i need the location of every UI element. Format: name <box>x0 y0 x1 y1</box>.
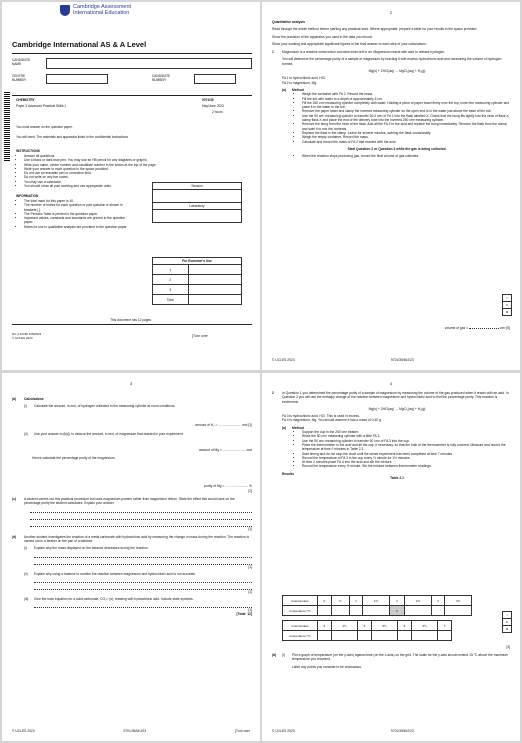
question-text: Plot a graph of temperature (on the y-axis) against time (on the x-axis) on the grid. The scale for the y-axis should extend 15 °C above the maximum temperature you recorded. <box>292 653 509 662</box>
page-4 <box>262 373 520 741</box>
time-cell: 3½ <box>445 596 472 606</box>
method-step: • Start timing and do not stop the clock until the whole experiment has been completed at time 7 minutes. <box>302 452 512 456</box>
mark: [1] <box>248 589 252 594</box>
examiner-mark-cell <box>188 265 241 275</box>
examiner-mark-cell <box>188 285 241 295</box>
session-field[interactable] <box>153 190 242 203</box>
method-steps <box>282 92 512 144</box>
time-cell: 5 <box>358 621 372 631</box>
examiner-row-label: 3 <box>153 285 189 295</box>
footer-mid: 9701/35/M/J/23 <box>390 729 414 733</box>
question-text: Give the ionic equation for a solid carbonate, CO₃²⁻(s), reacting with hydrochloric acid. Include state symbols. <box>34 596 194 601</box>
turn-over: [Turn over <box>192 334 208 338</box>
instruction-item: • Answer all questions. <box>24 154 259 158</box>
pages-note: This document has 12 pages. <box>110 318 152 322</box>
answer-line[interactable] <box>34 601 252 608</box>
method-step: • Remove the bung from the neck of the flask. Add all the FA 2 to the acid and replace the bung immediately. Remove the flask from the clamp and swirl it to mix the contents. <box>302 122 512 131</box>
instruction-item: • Do not use an erasable pen or correction fluid. <box>24 171 259 175</box>
start-note: Start Question 2 or Question 3 while the gas is being collected. <box>347 146 447 151</box>
session-date: May/June 2023 <box>202 104 224 108</box>
logo-line1: Cambridge Assessment <box>73 4 132 10</box>
method-step: • Fill the 250 cm³ measuring cylinder completely with water. Holding a piece of paper towel firmly over the top, invert the measuring cylinder and place it in the water in the tub. <box>302 101 512 110</box>
information-item: • The number of marks for each question or part question is shown in brackets [ ]. <box>24 203 134 212</box>
method-step: • Replace the flask in the clamp. Leave for several minutes, swirling the flask occasionally. <box>302 131 512 135</box>
temperature-cell[interactable] <box>363 606 389 616</box>
mg-amount-answer[interactable]: amount of Mg = ......................... mol <box>198 447 252 452</box>
part-label: (b) <box>12 397 17 401</box>
method-step: • Weigh the empty container. Record the mass. <box>302 135 512 139</box>
volume-input[interactable] <box>469 328 499 329</box>
time-cell: 7 <box>438 621 452 631</box>
question-text: Explain why the mass displayed on the balance decreases during the reaction. <box>34 546 149 551</box>
temperature-cell[interactable] <box>371 631 397 641</box>
footer-left: DC (LK/CB) 315066/3 © UCLES 2023 <box>12 332 42 340</box>
mark-box <box>502 294 512 316</box>
footer-left: © UCLES 2023 <box>272 729 295 733</box>
question-text: Another student investigates the reaction of a metal carbonate with hydrochloric acid by measuring the change in mass during the reaction. The reaction is carried out in a beaker on the pan of a balance. <box>24 534 249 544</box>
calculations-heading: Calculations <box>24 397 44 401</box>
duration: 2 hours <box>212 110 223 114</box>
examiner-mark-cell <box>188 295 241 305</box>
examiner-row-label: 1 <box>153 265 189 275</box>
temperature-cell[interactable] <box>318 606 332 616</box>
time-cell: 4 <box>318 621 332 631</box>
time-cell: 1½ <box>363 596 389 606</box>
time-cell: 2 <box>389 596 404 606</box>
table-title: Table 2.1 <box>390 476 404 481</box>
footer-left: © UCLES 2023 <box>12 729 35 733</box>
method-step: • Record the temperature of FA 3 in the cup every ½ minute for 1½ minutes. <box>302 456 512 460</box>
method-step: • At time 2 minutes place FA 4 into the acid and stir the mixture. <box>302 460 512 464</box>
mark: [1] <box>248 526 252 531</box>
page-2 <box>262 2 520 370</box>
time-header: time/minutes <box>283 596 318 606</box>
time-cell: 3 <box>431 596 445 606</box>
mark-label: I <box>503 612 512 619</box>
time-cell: 0 <box>318 596 332 606</box>
volume-answer <box>445 326 510 331</box>
instruction-item: • You should show all your working and use appropriate units. <box>24 184 259 188</box>
answer-line[interactable] <box>30 506 252 513</box>
footer <box>272 729 510 733</box>
candidate-number-field[interactable] <box>194 74 236 84</box>
intro-text: Read through the whole method before starting any practical work. Where appropriate, prepare a table for your results in the space provided. <box>272 27 478 32</box>
examiner-use-table <box>152 257 242 305</box>
question-number: 1 <box>272 50 274 55</box>
mark: [2] <box>248 489 252 494</box>
equation: Mg(s) + 2HCl(aq) → MgCl₂(aq) + H₂(g) <box>368 69 426 74</box>
temperature-cell[interactable] <box>318 631 332 641</box>
mark: [3] <box>506 645 510 649</box>
examiner-row-label: Total <box>153 295 189 305</box>
method-heading: Method <box>292 87 304 92</box>
examiner-heading: For Examiner's Use <box>153 258 242 265</box>
divider <box>12 324 252 325</box>
temperature-cell[interactable] <box>411 631 437 641</box>
barcode-icon <box>4 92 10 162</box>
method-step: • Rinse the 50 cm³ measuring cylinder with a little FA 3. <box>302 434 512 438</box>
crest-icon <box>60 5 70 16</box>
mark: [1] <box>248 564 252 569</box>
part-label: (a) <box>282 425 287 430</box>
method-step: • Use the 50 cm³ measuring cylinder to transfer 50 cm³ of FA 3 into the cup. <box>302 439 512 443</box>
equation: Mg(s) + 2HCl(aq) → MgCl₂(aq) + H₂(g) <box>368 406 426 411</box>
page-title: Cambridge International AS & A Level <box>12 40 147 49</box>
time-cell: 6½ <box>411 621 437 631</box>
time-header: time/minutes <box>283 621 318 631</box>
volume-unit: cm³ [5] <box>499 326 510 330</box>
instructions-heading: INSTRUCTIONS <box>16 149 40 153</box>
fa2-text: FA 2 is magnesium, Mg. <box>282 80 318 85</box>
candidate-number-label: CANDIDATE NUMBER <box>152 74 171 82</box>
information-list <box>8 199 134 229</box>
instruction-item: • You may use a calculator. <box>24 180 259 184</box>
part-label: (i) <box>24 404 27 409</box>
intro-text: Show the precision of the apparatus you used in the data you record. <box>272 34 373 39</box>
purity-answer[interactable]: purity of Mg = ......................... % <box>204 484 252 489</box>
mark-box <box>502 611 512 633</box>
paper-code: 9701/35 <box>202 98 214 102</box>
divider <box>12 53 252 54</box>
method-steps <box>282 430 512 469</box>
time-cell: 5½ <box>371 621 397 631</box>
need-note: You will need: The materials and apparatus listed in the confidential instructions <box>16 135 128 139</box>
temperature-header: temperature /°C <box>283 631 318 641</box>
examiner-row-label: 2 <box>153 275 189 285</box>
session-box <box>152 182 242 223</box>
temperature-cell[interactable] <box>331 606 349 616</box>
method-step: • Place the thermometer in the acid and tilt the cup, if necessary, so that the bulb of the thermometer is fully covered. Measure and record the temperature at time 0 minutes in Table 2.1. <box>302 443 512 452</box>
intro-text: Show your working and appropriate significant figures in the final answer to each step of your calculations. <box>272 41 427 46</box>
footer <box>272 358 510 362</box>
laboratory-label: Laboratory <box>153 203 242 210</box>
answer-line[interactable] <box>34 558 252 565</box>
information-item: • The total mark for this paper is 40. <box>24 199 134 203</box>
question-text: You will determine the percentage purity of a sample of magnesium by reacting it with excess hydrochloric acid and measuring the volume of hydrogen formed. <box>282 57 502 66</box>
temperature-cell[interactable] <box>445 606 472 616</box>
part-label: (ii) <box>24 571 28 576</box>
logo-line2: International Education <box>73 10 130 16</box>
section-heading: Quantitative analysis <box>272 20 305 24</box>
information-heading: INFORMATION <box>16 194 39 198</box>
temperature-cell[interactable] <box>405 606 431 616</box>
information-item: • Important values, constants and standards are printed in the question paper. <box>24 216 134 225</box>
laboratory-field[interactable] <box>153 210 242 223</box>
instruction-item: • Write your name, centre number and candidate number in the boxes at the top of the page. <box>24 163 259 167</box>
page-number: 2 <box>389 10 393 15</box>
examiner-mark-cell <box>188 275 241 285</box>
temperature-cell[interactable] <box>398 631 412 641</box>
part-label: (b) <box>272 653 277 657</box>
time-cell: 4½ <box>331 621 357 631</box>
centre-number-field[interactable] <box>46 74 108 84</box>
method-step: • Fill the tub with water to a depth of approximately 5 cm. <box>302 97 512 101</box>
temperature-cell[interactable] <box>358 631 372 641</box>
method-step: • Calculate and record the mass of FA 2 that reacted with the acid. <box>302 140 512 144</box>
part-label: (c) <box>12 497 17 502</box>
question-text: Label any points you consider to be anomalous. <box>292 664 362 669</box>
answer-note: You must answer on the question paper. <box>16 125 73 129</box>
instruction-item: • Write your answer to each question in the space provided. <box>24 167 259 171</box>
divider <box>12 95 252 96</box>
method-step: • Support the cup in the 250 cm³ beaker. <box>302 430 512 434</box>
method-heading: Method <box>292 425 304 430</box>
question-text: Use your answer to (b)(i) to deduce the amount, in mol, of magnesium that reacted in your experiment. <box>34 431 184 436</box>
instruction-item: • Do not write on any bar codes. <box>24 175 259 179</box>
question-text: A student carries out this practical procedure but uses magnesium powder rather than magnesium ribbon. State the effect this would have on the percentage purity the student calculates. Explain your answer. <box>24 497 235 506</box>
page-number: 3 <box>129 381 133 386</box>
temperature-cell[interactable] <box>431 606 445 616</box>
footer <box>12 729 250 733</box>
part-label: (i) <box>282 653 285 657</box>
subject: CHEMISTRY <box>16 98 35 102</box>
answer-line[interactable] <box>30 513 252 520</box>
part-label: (iii) <box>24 596 29 601</box>
method-step: • Record the temperature every ½ minute. Stir the mixture between thermometer readings. <box>302 464 512 468</box>
fa4-text: FA 4 is magnesium, Mg. You should assume it has a mass of 0.40 g. <box>282 418 382 423</box>
mark-label: III <box>503 309 512 316</box>
results-table-row2 <box>282 620 452 641</box>
footer-mid: 9701/35/M/J/23 <box>390 358 414 362</box>
fa1-text: FA 1 is hydrochloric acid, HCl. <box>282 76 326 81</box>
time-cell: 6 <box>398 621 412 631</box>
time-cell: ½ <box>331 596 349 606</box>
method-step: • Remove the paper towel and clamp the inverted measuring cylinder so the open end is in the water just above the base of the tub. <box>302 109 512 113</box>
question-text: In Question 1 you determined the percentage purity of a sample of magnesium by measuring the volume of the gas produced when it reacts with an acid. In Question 2 you will use the enthalpy change of the reaction between magnesium and hydrochloric acid to find the percentage purity. This reaction is exothermic. <box>282 391 509 404</box>
part-label: (d) <box>12 534 17 539</box>
cambridge-logo <box>60 4 131 16</box>
page-3 <box>2 373 260 741</box>
question-text: Calculate the amount, in mol, of hydrogen collected in the measuring cylinder at room conditions. <box>34 404 176 409</box>
candidate-name-label: CANDIDATE NAME <box>12 58 31 66</box>
page-1 <box>2 2 260 370</box>
turn-over: [Turn over <box>235 729 250 733</box>
temperature-cell[interactable] <box>438 631 452 641</box>
fa3-text: FA 3 is hydrochloric acid, HCl. This is used in excess. <box>282 414 360 419</box>
time-cell: 2½ <box>405 596 431 606</box>
mark-label: III <box>503 626 512 633</box>
volume-label: volume of gas = <box>444 326 469 330</box>
question-text: Explain why using a balance to monitor the reaction between magnesium and hydrochloric acid is not accurate. <box>34 571 197 576</box>
part-label: (a) <box>282 87 287 92</box>
page-number: 4 <box>389 381 393 386</box>
candidate-name-field[interactable] <box>46 58 252 69</box>
mark-label: II <box>503 302 512 309</box>
information-item: • The Periodic Table is printed in the question paper. <box>24 212 134 216</box>
footer-mid: 9701/35/M/J/23 <box>123 729 147 733</box>
paper-name: Paper 3 Advanced Practical Skills 1 <box>16 104 67 108</box>
mark: [1] <box>248 608 252 613</box>
time-cell: 1 <box>349 596 363 606</box>
total-mark: [Total: 12] <box>236 612 252 617</box>
question-number: 2 <box>272 391 274 395</box>
centre-number-label: CENTRE NUMBER <box>12 74 26 82</box>
temperature-header: temperature /°C <box>283 606 318 616</box>
temperature-cell[interactable] <box>349 606 363 616</box>
answer-line[interactable] <box>34 583 252 590</box>
answer-line[interactable] <box>34 576 252 583</box>
part-label: (i) <box>24 546 27 551</box>
mark-label: II <box>503 619 512 626</box>
temperature-cell-blocked: X <box>389 606 404 616</box>
instruction-item: • Use a black or dark blue pen. You may use an HB pencil for any diagrams or graphs. <box>24 158 259 162</box>
footer-left: © UCLES 2023 <box>272 358 295 362</box>
answer-line[interactable] <box>34 551 252 558</box>
answer-line[interactable] <box>30 520 252 527</box>
results-table-row1 <box>282 595 472 616</box>
temperature-cell[interactable] <box>331 631 357 641</box>
mark-label: I <box>503 295 512 302</box>
method-step: • Use the 50 cm³ measuring cylinder to transfer 50.0 cm³ of FA 1 into the flask labelled X. Check that the bung fits tightly into the neck of flask X, clamp flask X and place the end of the delivery tube into the inverted 250 cm³ measuring cylinder. <box>302 114 512 123</box>
hydrogen-amount-answer[interactable]: amount of H₂ = ......................... mol [1] <box>195 422 252 427</box>
results-heading: Results <box>282 471 294 476</box>
information-item: • Notes for use in qualitative analysis are provided in the question paper. <box>24 225 134 229</box>
method-step: • When the reaction stops producing gas, record the final volume of gas collected. <box>302 154 512 158</box>
session-label: Session <box>153 183 242 190</box>
method-step: • Weigh the container with FA 2. Record the mass. <box>302 92 512 96</box>
question-text: Hence calculate the percentage purity of the magnesium. <box>32 455 116 460</box>
question-text: Magnesium is a reactive metal which corrodes when left in air. Magnesium reacts with acid to release hydrogen. <box>282 50 446 55</box>
part-label: (ii) <box>24 431 28 436</box>
